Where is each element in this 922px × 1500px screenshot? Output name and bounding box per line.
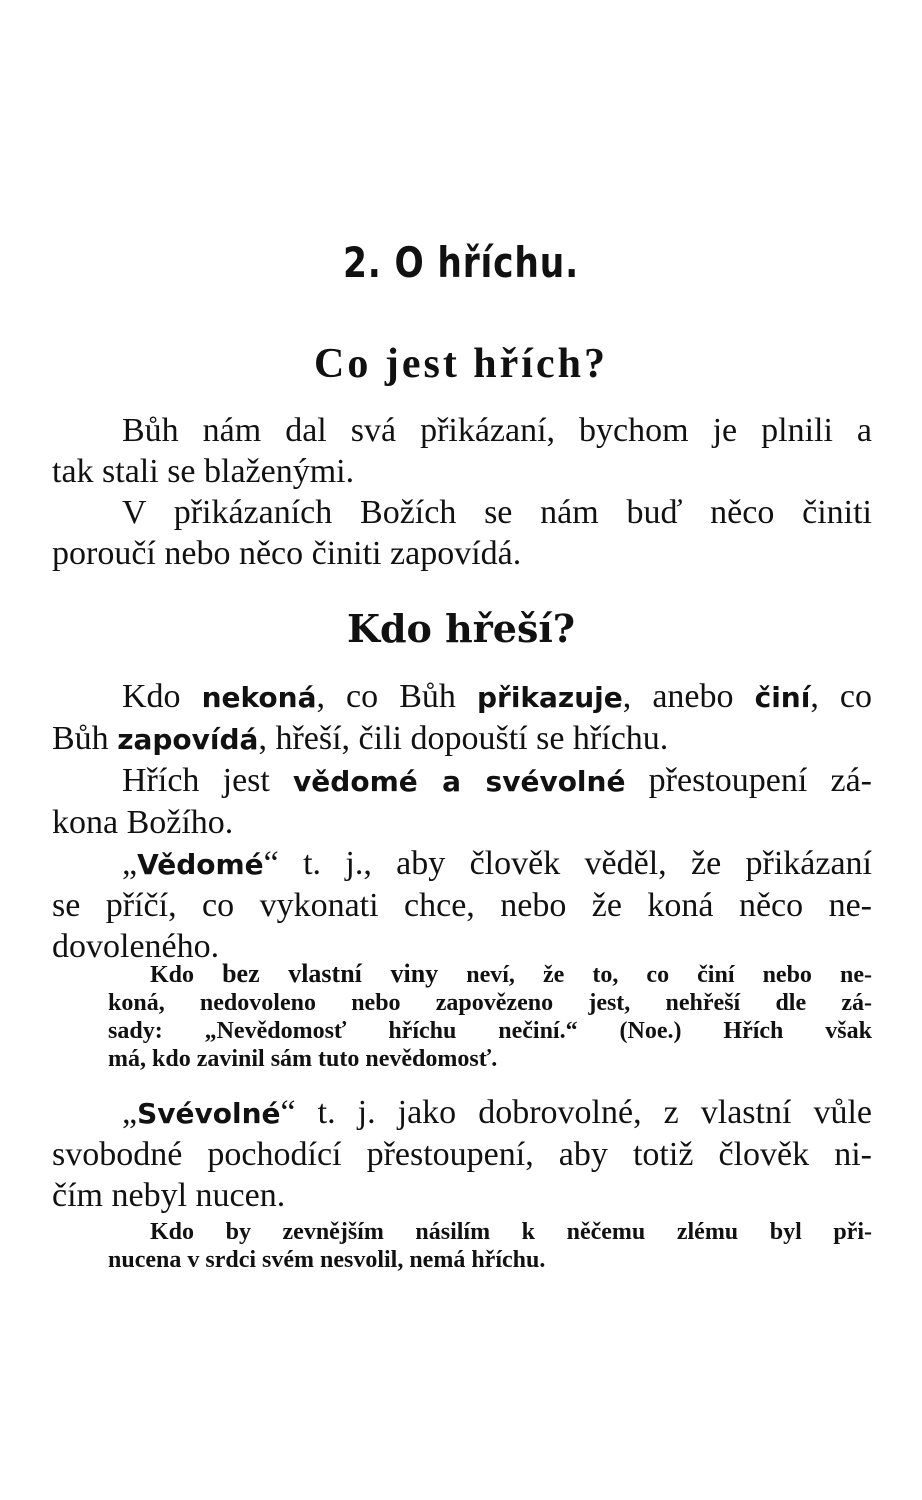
footnote-text <box>108 960 872 1073</box>
text-line: Kdo by zevnějším násilím k něčemu zlému byl při- <box>150 1219 872 1245</box>
text-line <box>52 760 872 802</box>
text-line: kona Božího. <box>52 804 234 841</box>
text-run: přestoupení zá- <box>625 762 872 799</box>
footnote-text <box>108 1218 872 1274</box>
text-line <box>52 676 872 718</box>
text-run: „ <box>122 845 138 882</box>
text-run: , anebo <box>622 678 755 715</box>
emphasis: Vědomé <box>137 848 264 881</box>
text-run: , co <box>810 678 872 715</box>
text-line: poroučí nebo něco činiti zapovídá. <box>52 535 522 572</box>
section2-text-continued <box>52 1092 872 1216</box>
emphasis: činí <box>754 681 811 714</box>
text-run: “ t. j., aby člověk věděl, že přikázaní <box>263 845 872 882</box>
text-line <box>52 1092 872 1134</box>
text-run: Hřích jest <box>122 762 294 799</box>
text-line: tak stali se blaženými. <box>52 453 355 490</box>
text-run: “ t. j. jako dobrovolné, z vlastní vůle <box>280 1094 872 1131</box>
emphasis: přikazuje <box>476 681 623 714</box>
text-line: čím nebyl nucen. <box>52 1177 286 1214</box>
paragraph <box>108 960 872 1073</box>
text-line: má, kdo zavinil sám tuto nevědomosť. <box>108 1046 498 1072</box>
chapter-title: 2. O hříchu. <box>342 238 579 287</box>
text-run: , co Bůh <box>316 678 477 715</box>
paragraph <box>52 1092 872 1216</box>
text-line: Bůh nám dal svá přikázaní, bychom je plnili a <box>122 412 872 449</box>
paragraph <box>52 676 872 760</box>
paragraph <box>52 410 872 492</box>
section-heading-co-jest-hrich: Co jest hřích? <box>314 341 608 387</box>
section-heading-kdo-hresi: Kdo hřeší? <box>346 606 576 651</box>
emphasis: vědomé a svévolné <box>293 765 626 798</box>
text-line: V přikázaních Božích se nám buď něco činiti <box>122 494 872 531</box>
text-line: koná, nedovoleno nebo zapovězeno jest, nehřeší dle zá- <box>108 990 872 1016</box>
section1-text <box>52 410 872 574</box>
text-line <box>52 718 872 760</box>
text-run: Kdo <box>122 678 202 715</box>
text-run: „ <box>122 1094 138 1131</box>
emphasis: Svévolné <box>137 1097 281 1130</box>
text-line: nucena v srdci svém nesvolil, nemá hříchu. <box>108 1247 546 1273</box>
paragraph <box>108 1218 872 1274</box>
emphasis: zapovídá <box>117 723 259 756</box>
text-line <box>108 960 872 989</box>
paragraph <box>52 760 872 843</box>
paragraph <box>52 492 872 574</box>
text-line: sady: „Nevědomosť hříchu nečiní.“ (Noe.) Hřích však <box>108 1018 872 1044</box>
emphasis: bez vlastní viny <box>222 959 439 988</box>
section2-text <box>52 676 872 967</box>
text-line: dovoleného. <box>52 928 220 965</box>
text-run: , hřeší, čili dopouští se hříchu. <box>258 720 669 757</box>
text-line <box>52 843 872 885</box>
paragraph <box>52 843 872 967</box>
text-run: Bůh <box>52 720 118 757</box>
text-line: se příčí, co vykonati chce, nebo že koná něco ne- <box>52 887 872 924</box>
text-line: svobodné pochodící přestoupení, aby totiž člověk ni- <box>52 1136 872 1173</box>
text-run: neví, že to, co činí nebo ne- <box>438 962 872 988</box>
emphasis: nekoná <box>201 681 317 714</box>
text-run: Kdo <box>150 962 223 988</box>
